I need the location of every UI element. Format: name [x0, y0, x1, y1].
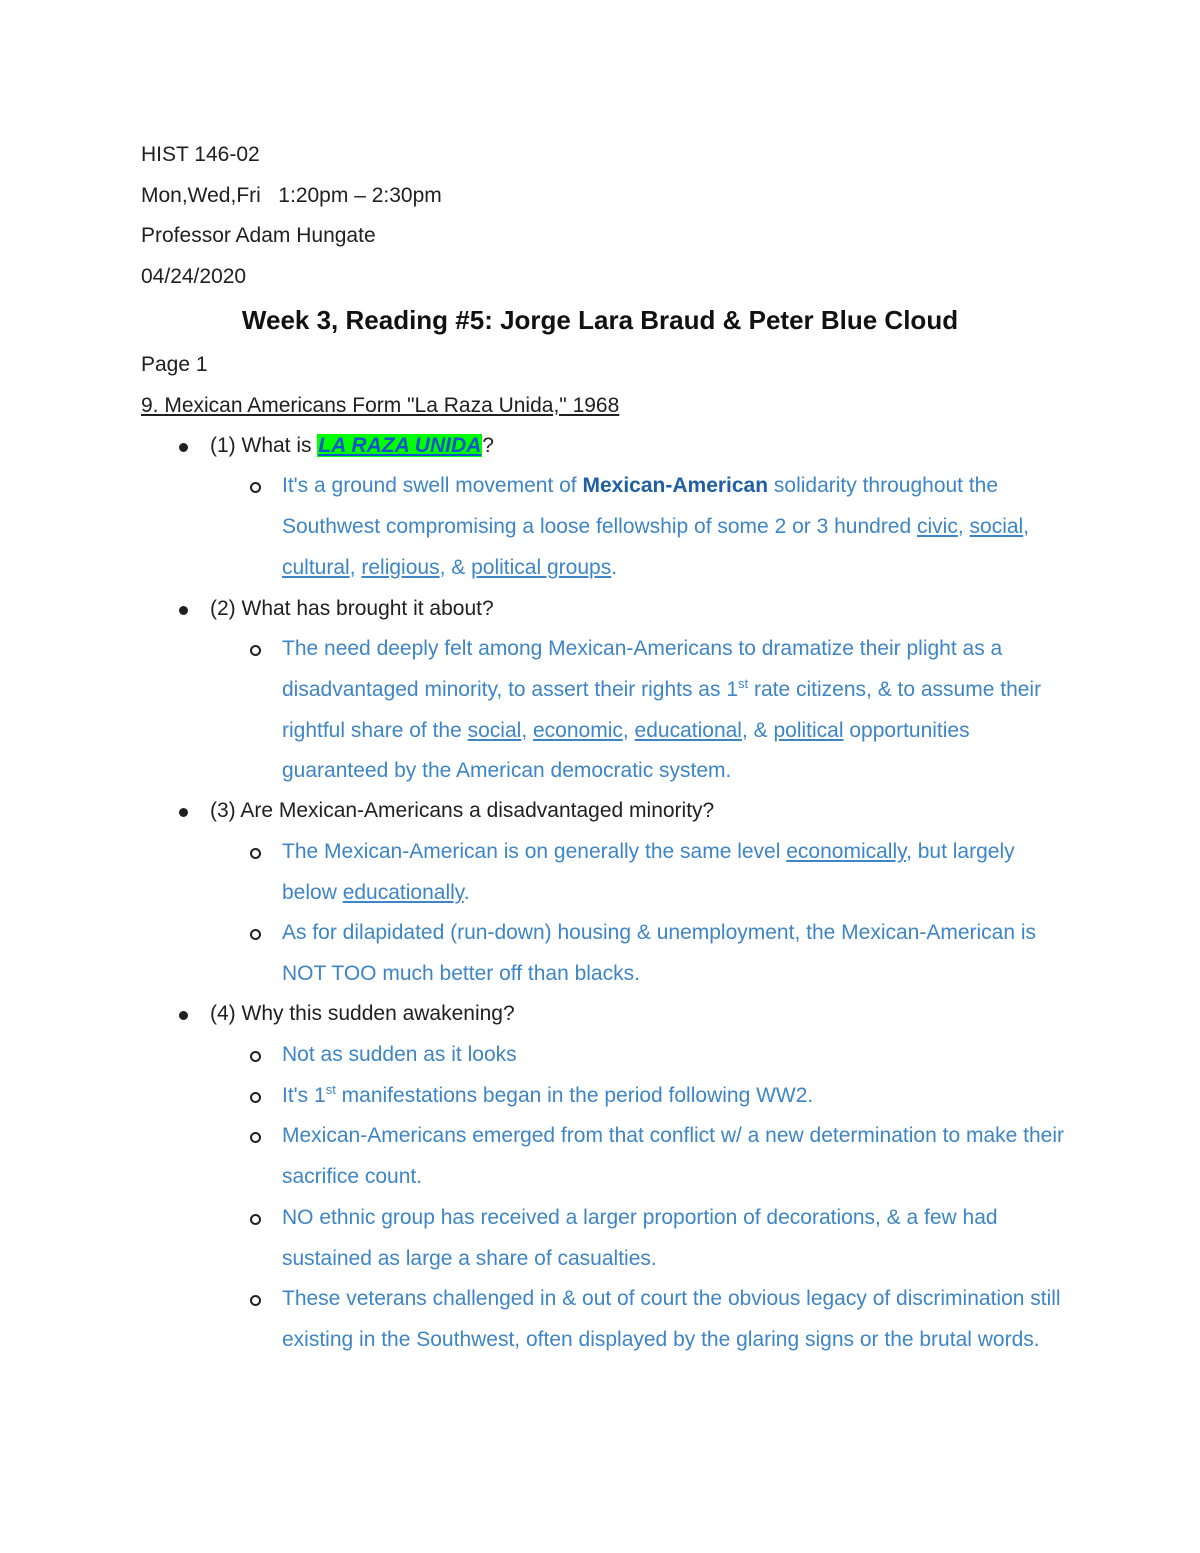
answer-1-text: ,: [957, 514, 970, 538]
bullet-circle-icon: [250, 1092, 261, 1103]
question-4: (4) Why this sudden awakening?: [210, 1002, 515, 1025]
answer-4b-text: It's 1: [282, 1084, 326, 1107]
section-heading-text: 9. Mexican Americans Form "La Raza Unida," 1968: [141, 394, 620, 417]
answer-3a-text: The Mexican-American is on generally the same level: [282, 840, 787, 863]
bullet-circle-icon: [250, 1214, 261, 1225]
bullet-circle-icon: [250, 848, 261, 859]
question-1-prefix: (1) What is: [210, 434, 318, 457]
bullet-dot-icon: [179, 1011, 188, 1020]
answer-1-underlined: political groups: [471, 555, 612, 579]
bullet-circle-icon: [250, 1132, 261, 1143]
answer-1-text: .: [611, 555, 618, 579]
answer-2-underlined: educational: [634, 718, 742, 742]
answer-1-text: ,: [1023, 514, 1030, 538]
professor-name: Professor Adam Hungate: [141, 224, 376, 247]
question-1-suffix: ?: [482, 434, 494, 457]
answer-2-text: , &: [741, 718, 774, 742]
answer-1-underlined: civic: [917, 514, 958, 538]
class-schedule: Mon,Wed,Fri 1:20pm – 2:30pm: [141, 184, 442, 207]
bullet-dot-icon: [179, 808, 188, 817]
answer-2-underlined: political: [773, 718, 844, 742]
course-code: HIST 146-02: [141, 143, 260, 166]
bullet-circle-icon: [250, 482, 261, 493]
answer-1-text: solidarity throughout the Southwest compromising a loose fellowship of some 2 or 3 hundred: [282, 474, 999, 538]
bullet-circle-icon: [250, 929, 261, 940]
answer-4c: Mexican-Americans emerged from that conflict w/ a new determination to make their sacrifice count.: [282, 1124, 1064, 1188]
answer-1-text: ,: [349, 555, 362, 579]
answer-4a: Not as sudden as it looks: [282, 1043, 517, 1066]
answer-2-text: opportunities guaranteed by the American democratic system.: [282, 718, 970, 783]
superscript: st: [738, 675, 749, 691]
answer-2: [282, 629, 1072, 792]
answer-3a-text: , but largely below: [282, 840, 1015, 904]
bullet-circle-icon: [250, 1051, 261, 1062]
answer-1-underlined: religious: [361, 555, 440, 579]
answer-1: [282, 466, 1072, 588]
question-2: (2) What has brought it about?: [210, 597, 494, 620]
bullet-circle-icon: [250, 1295, 261, 1306]
answer-2-text: The need deeply felt among Mexican-Americans to dramatize their plight as a disadvantaged minority, to assert their rights as 1: [282, 637, 1003, 701]
answer-4b: [282, 1076, 1072, 1117]
page-label: Page 1: [141, 353, 208, 376]
answer-2-text: rate citizens, & to assume their rightful share of the: [282, 677, 1042, 742]
answer-2-text: ,: [622, 718, 635, 742]
bullet-dot-icon: [179, 606, 188, 615]
superscript: st: [325, 1082, 336, 1097]
section-heading: [141, 392, 619, 420]
answer-2-text: ,: [521, 718, 533, 742]
question-1: [210, 432, 494, 460]
answer-1-underlined: cultural: [282, 555, 350, 579]
bullet-dot-icon: [179, 443, 188, 452]
bullet-circle-icon: [250, 645, 261, 656]
answer-3a: [282, 832, 1072, 914]
answer-4e: These veterans challenged in & out of court the obvious legacy of discrimination still existing in the Southwest, often displayed by the glaring signs or the brutal words.: [282, 1287, 1061, 1351]
answer-3b: As for dilapidated (run-down) housing & unemployment, the Mexican-American is NOT TOO much better off than blacks.: [282, 921, 1037, 985]
highlighted-term: LA RAZA UNIDA: [318, 434, 482, 457]
page-title: Week 3, Reading #5: Jorge Lara Braud & Peter Blue Cloud: [241, 305, 959, 335]
answer-2-underlined: economic: [532, 718, 623, 742]
answer-4d: NO ethnic group has received a larger proportion of decorations, & a few had sustained as large a share of casualties.: [282, 1206, 998, 1270]
answer-3a-underlined: educationally: [342, 880, 464, 904]
answer-1-text: It's a ground swell movement of: [282, 474, 583, 497]
answer-1-bold: Mexican-American: [582, 474, 769, 497]
answer-2-underlined: social: [467, 718, 522, 742]
answer-3a-underlined: economically: [786, 840, 907, 863]
question-3: (3) Are Mexican-Americans a disadvantaged minority?: [210, 799, 715, 822]
answer-1-underlined: social: [969, 514, 1024, 538]
answer-3a-text: .: [463, 880, 470, 904]
answer-1-text: , &: [439, 555, 472, 579]
document-date: 04/24/2020: [141, 265, 247, 288]
answer-4b-text: manifestations began in the period following WW2.: [335, 1084, 814, 1107]
